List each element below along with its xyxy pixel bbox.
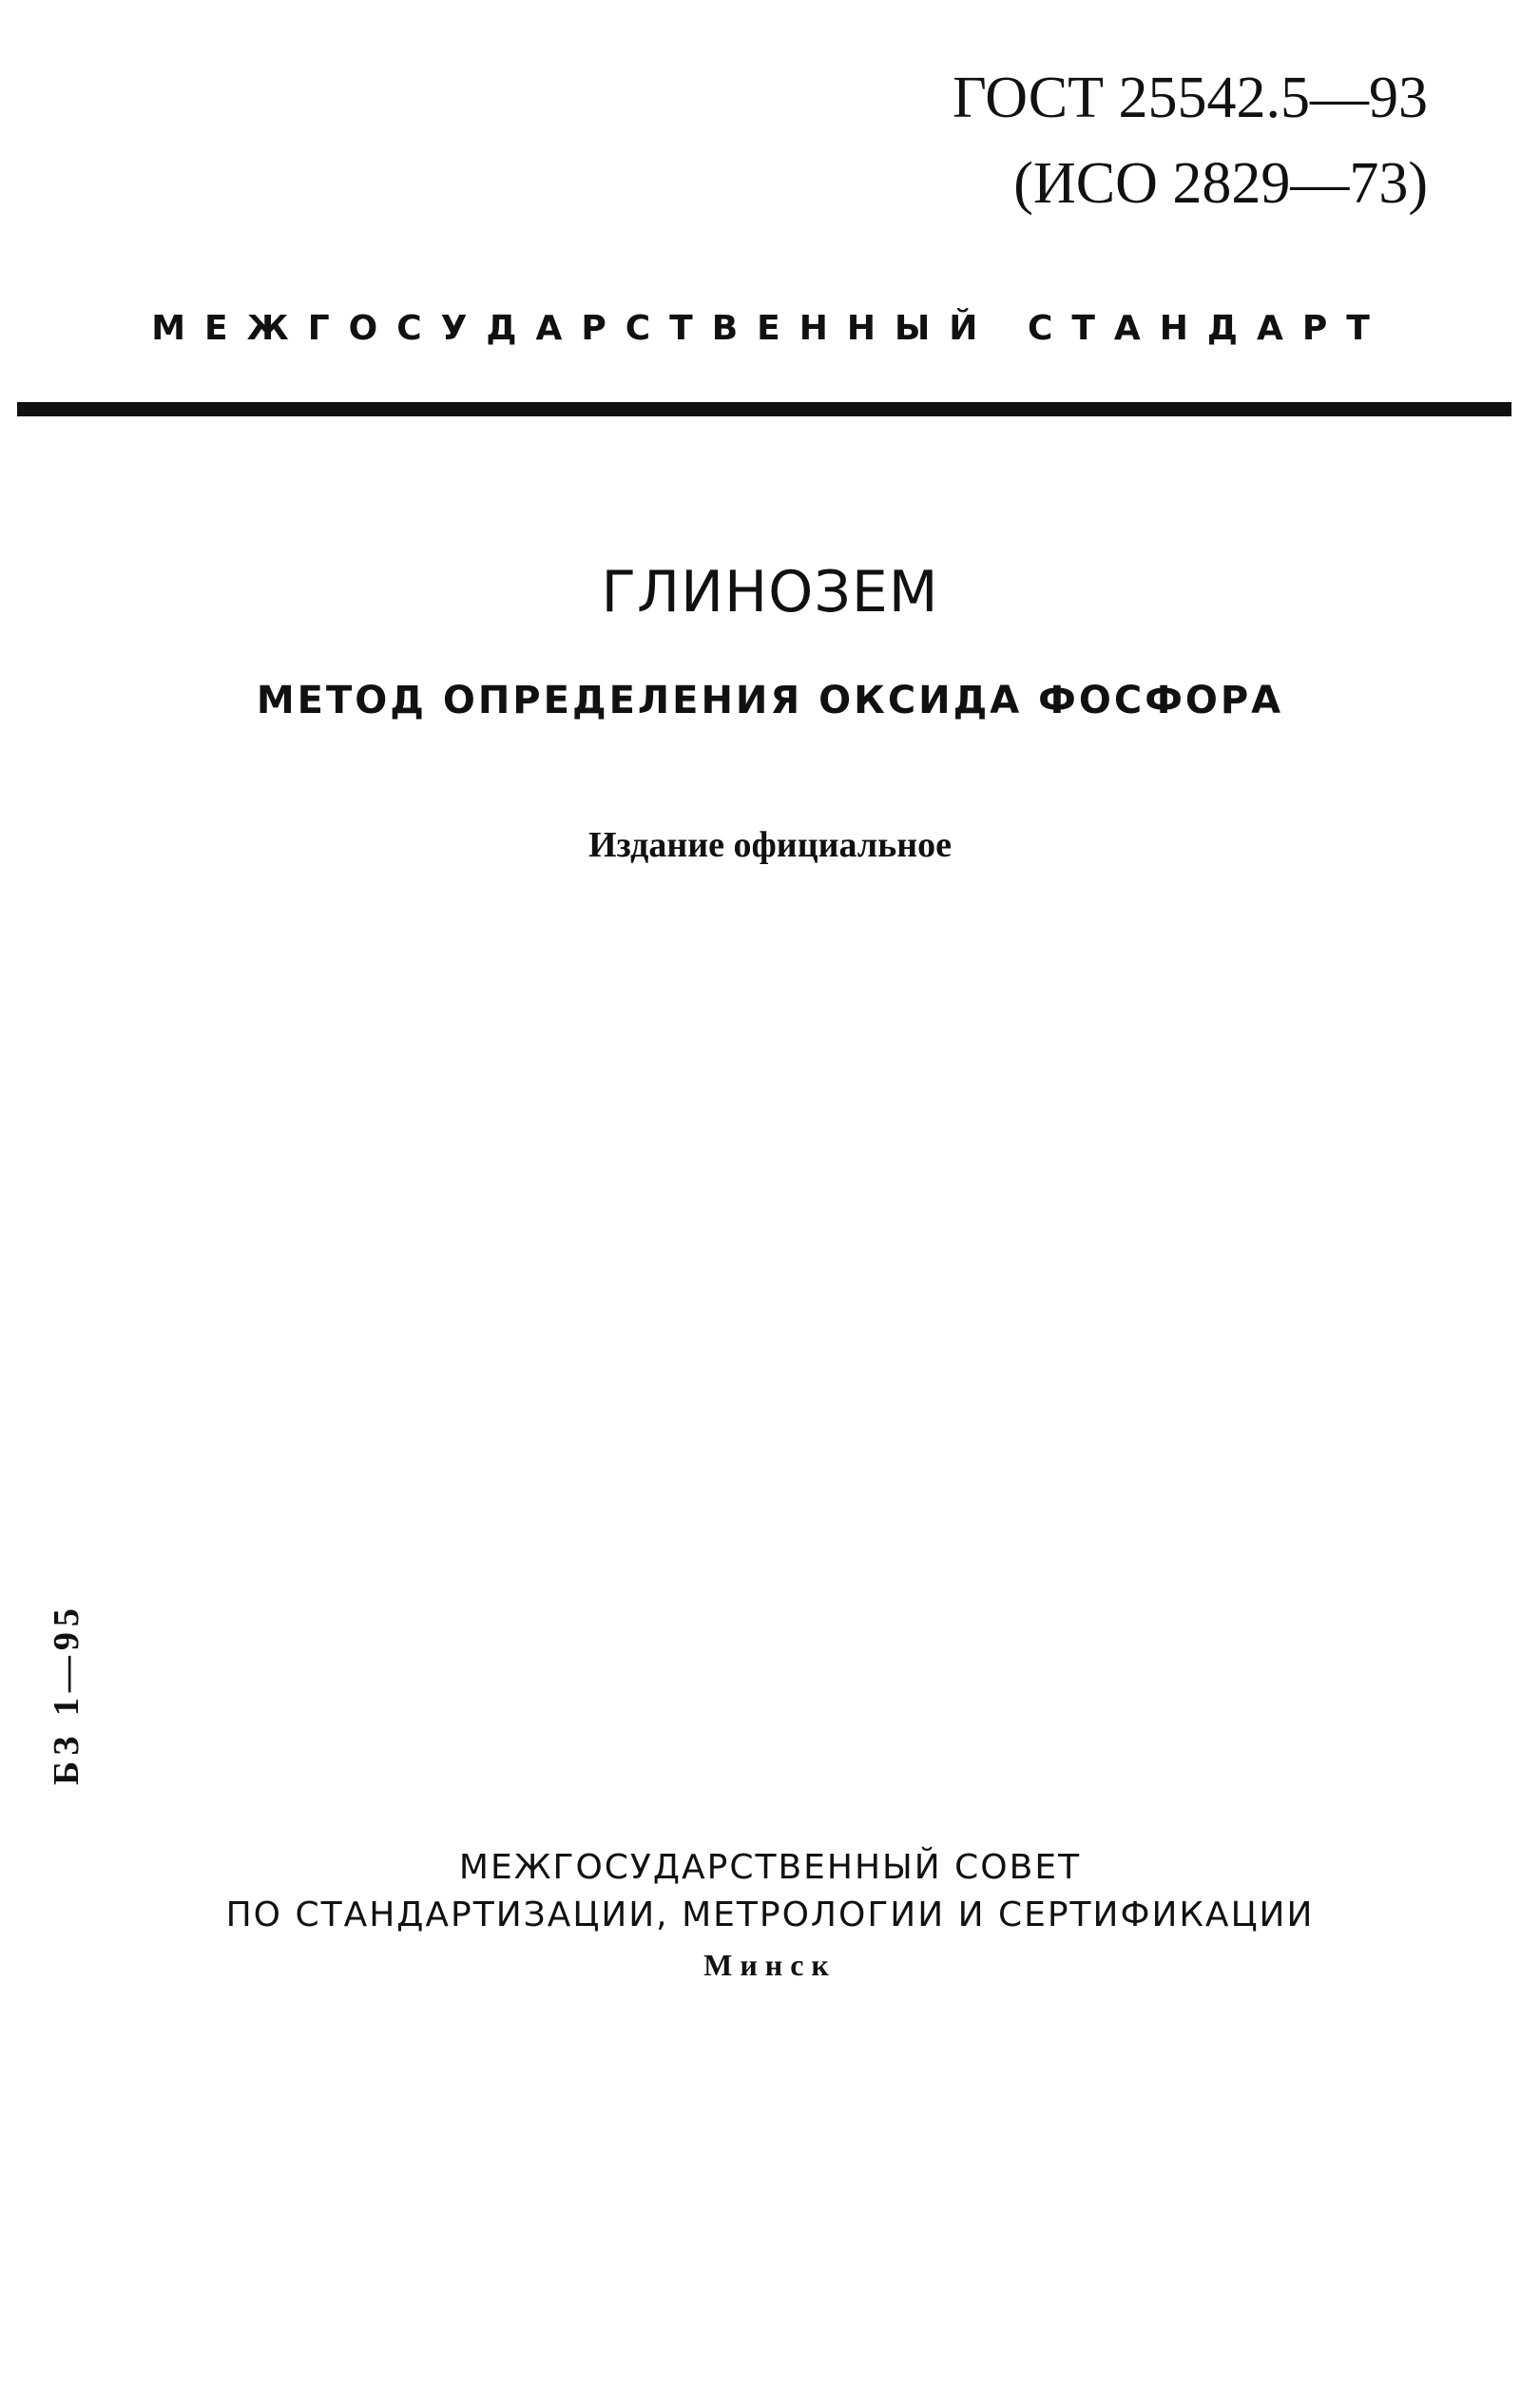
publisher-line-1: МЕЖГОСУДАРСТВЕННЫЙ СОВЕТ bbox=[458, 1848, 1082, 1887]
document-title: ГЛИНОЗЕМ bbox=[601, 559, 939, 625]
publisher-line-2: ПО СТАНДАРТИЗАЦИИ, МЕТРОЛОГИИ И СЕРТИФИКАЦИИ bbox=[225, 1895, 1315, 1934]
edition-note: Издание официальное bbox=[587, 825, 952, 865]
iso-number: (ИСО 2829—73) bbox=[1013, 151, 1428, 216]
document-subtitle: МЕТОД ОПРЕДЕЛЕНИЯ ОКСИДА ФОСФОРА bbox=[256, 679, 1284, 722]
side-catalog-code: БЗ 1—95 bbox=[47, 1603, 87, 1785]
gost-number: ГОСТ 25542.5—93 bbox=[952, 66, 1428, 130]
publisher-block bbox=[0, 1844, 1540, 1991]
publisher-city: Минск bbox=[703, 1948, 837, 1982]
header-rule-divider bbox=[17, 402, 1511, 416]
standard-type-heading: МЕЖГОСУДАРСТВЕННЫЙ СТАНДАРТ bbox=[151, 309, 1389, 348]
